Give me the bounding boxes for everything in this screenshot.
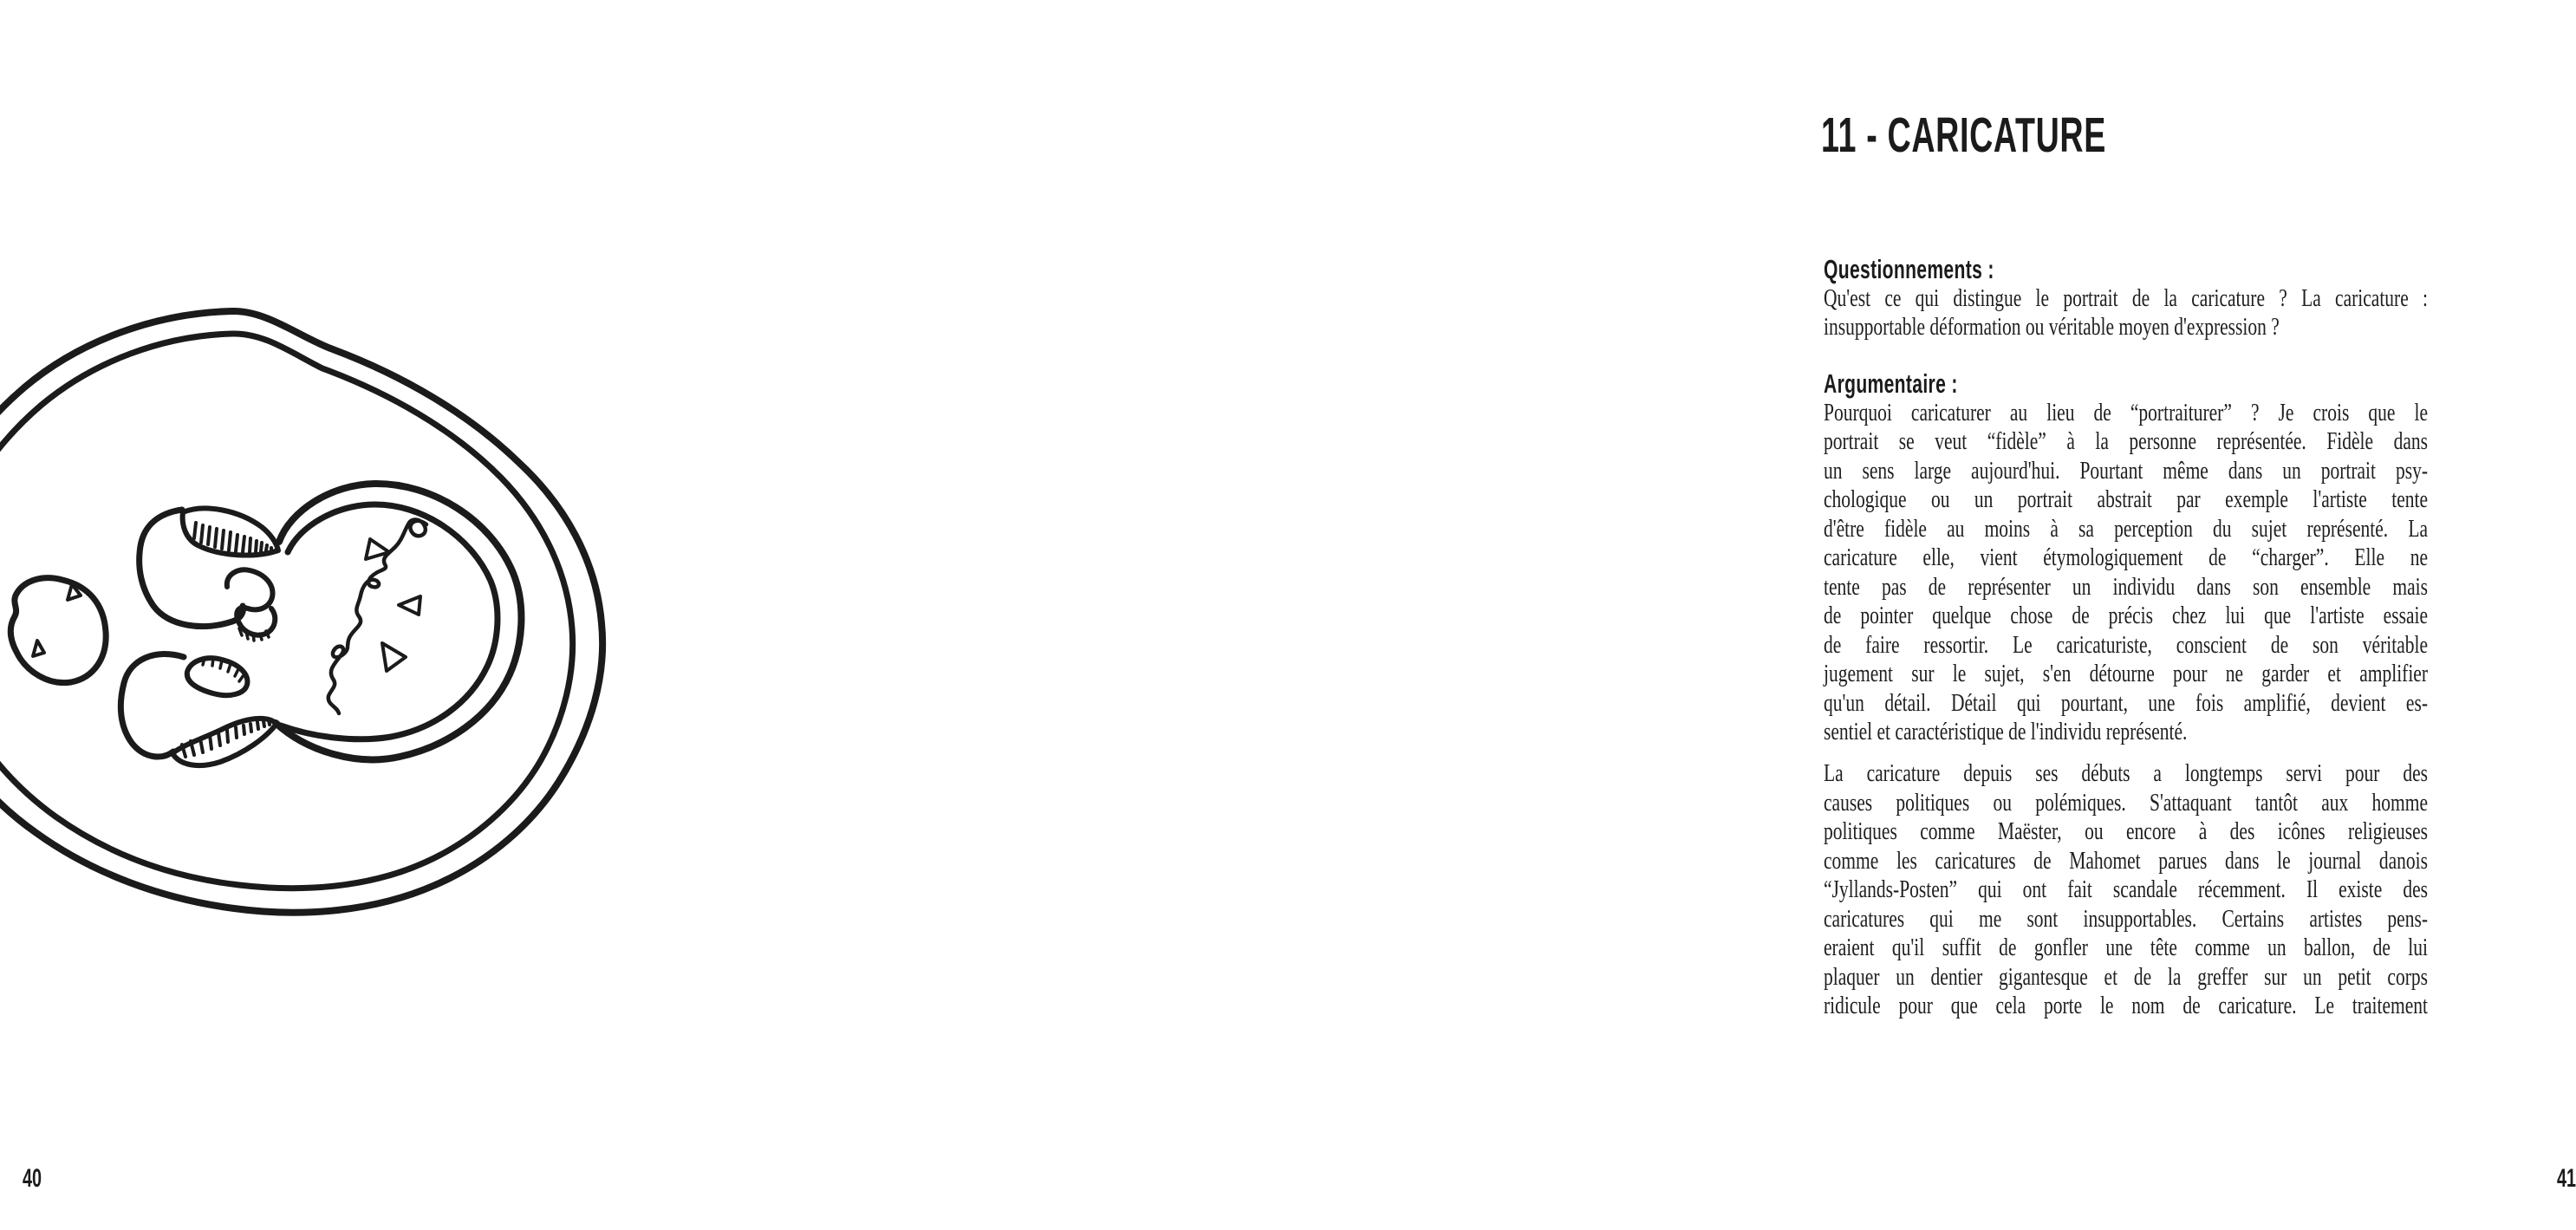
text-line: La caricature depuis ses débuts a longtemps servi pour des: [1824, 759, 2429, 787]
text-line: politiques comme Maëster, ou encore à des icônes religieuses: [1824, 817, 2429, 845]
text-line: causes politiques ou polémiques. S'attaquant tantôt aux homme: [1824, 788, 2429, 817]
spiral-nose: [227, 569, 275, 641]
head-triangles: [366, 539, 420, 671]
bean-hatching: [203, 658, 244, 681]
page-number-left: 40: [23, 1164, 42, 1193]
right-page: [867, 0, 2576, 1230]
outer-oval: [0, 311, 602, 913]
lower-eye-lip: [120, 654, 276, 766]
left-page: [0, 0, 867, 1230]
questionnements-heading: Questionnements :: [1824, 254, 1994, 284]
text-line: chologique ou un portrait abstrait par exemple l'artiste tente: [1824, 485, 2429, 513]
curly-squiggle: [329, 520, 426, 713]
text-line: sentiel et caractéristique de l'individu représenté.: [1824, 718, 2188, 745]
head-triangle-3: [382, 643, 406, 671]
blob-triangle-2: [33, 641, 44, 656]
section-argumentaire: [1824, 369, 2428, 747]
text-line: insupportable déformation ou véritable moyen d'expression ?: [1824, 313, 2280, 341]
text-line: de pointer quelque chose de précis chez lui que l'artiste essaie: [1824, 602, 2429, 629]
small-blob-face: [10, 578, 106, 683]
text-line: un sens large aujourd'hui. Pourtant même dans un portrait psy-: [1824, 456, 2429, 485]
chapter-title: 11 - CARICATURE: [1821, 107, 2107, 163]
text-line: caricatures qui me sont insupportables. Certains artistes pens-: [1824, 904, 2429, 933]
text-line: jugement sur le sujet, s'en détourne pour ne garder et amplifier: [1824, 660, 2429, 687]
section-questionnements: [1824, 255, 2428, 342]
text-line: qu'un détail. Détail qui pourtant, une fois amplifié, devient es-: [1824, 688, 2429, 717]
text-line: Pourquoi caricaturer au lieu de “portraiturer” ? Je crois que le: [1824, 398, 2429, 426]
text-line: caricature elle, vient étymologiquement de “charger”. Elle ne: [1824, 543, 2429, 571]
head-triangle-2: [399, 596, 420, 615]
abstract-caricature-drawing: [0, 299, 633, 945]
text-line: eraient qu'il suffit de gonfler une tête comme un ballon, de lui: [1824, 934, 2429, 961]
balloon-head: [276, 484, 521, 759]
text-line: Qu'est ce qui distingue le portrait de la caricature ? La caricature :: [1824, 283, 2429, 312]
text-line: tente pas de représenter un individu dans son ensemble mais: [1824, 572, 2429, 601]
page-number-right: 41: [2557, 1164, 2576, 1193]
text-line: ridicule pour que cela porte le nom de caricature. Le traitement: [1824, 992, 2429, 1019]
argumentaire-heading: Argumentaire :: [1824, 368, 1958, 399]
text-line: de faire ressortir. Le caricaturiste, conscient de son véritable: [1824, 630, 2429, 659]
text-line: portrait se veut “fidèle” à la personne représentée. Fidèle dans: [1824, 427, 2429, 455]
argumentaire-paragraph-1: [1824, 399, 2428, 747]
text-line: d'être fidèle au moins à sa perception du sujet représenté. La: [1824, 514, 2429, 543]
text-line: comme les caricatures de Mahomet parues dans le journal danois: [1824, 846, 2429, 875]
argumentaire-paragraph-2: [1824, 759, 2428, 1021]
questionnements-paragraph: [1824, 284, 2428, 342]
text-line: plaquer un dentier gigantesque et de la greffer sur un petit corps: [1824, 962, 2429, 991]
argumentaire-paragraph-2-block: [1824, 759, 2428, 1021]
text-line: “Jyllands-Posten” qui ont fait scandale récemment. Il existe des: [1824, 875, 2429, 903]
